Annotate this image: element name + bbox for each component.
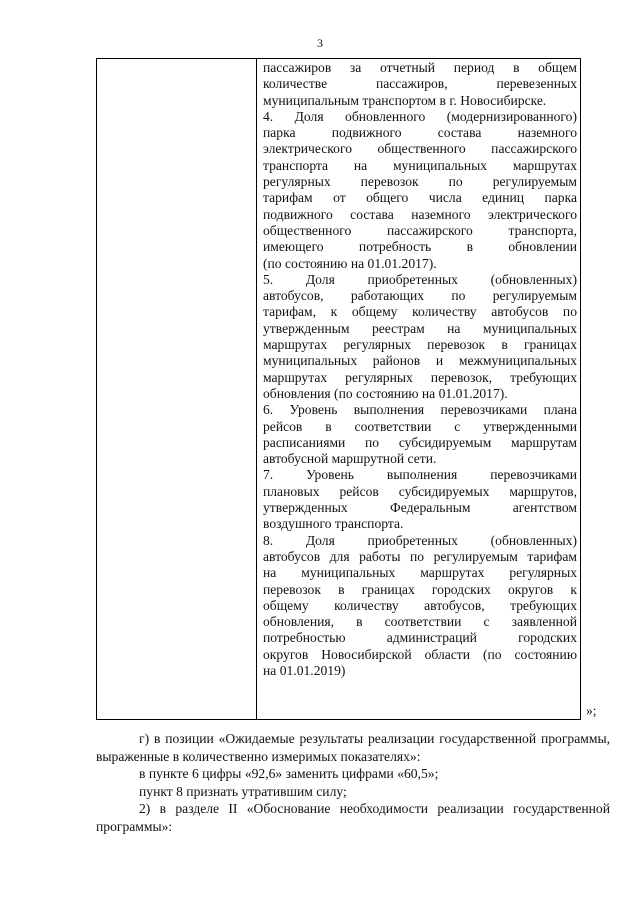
paragraph-g: г) в позиции «Ожидаемые результаты реализации государственной программы, выраженные в количественно измеримых показателях»:	[96, 731, 610, 764]
table-text-line: обновления (по состоянию на 01.01.2017).	[263, 385, 508, 401]
table-text-line: пассажиров за отчетный период в общем	[263, 60, 577, 75]
paragraph-point-6: в пункте 6 цифры «92,6» заменить цифрами «60,5»;	[139, 766, 439, 782]
table-text-line: автобусной маршрутной сети.	[263, 451, 437, 467]
table-text-line: 4. Доля обновленного (модернизированного)	[263, 108, 577, 124]
table-text-line: муниципальных районов и межмуниципальных	[263, 353, 577, 369]
table-text-line: 5. Доля приобретенных (обновленных)	[263, 271, 577, 287]
indicators-table	[96, 58, 581, 720]
table-text-line: транспорта на муниципальных маршрутах	[263, 157, 577, 173]
table-text-line: расписаниями по субсидируемым маршрутам	[263, 434, 577, 450]
table-text-line: плановых рейсов субсидируемых маршрутов,	[263, 483, 577, 499]
table-text-line: (по состоянию на 01.01.2017).	[263, 255, 437, 271]
table-text-line: автобусов для работы по регулируемым тарифам	[263, 548, 577, 564]
table-left-cell	[97, 59, 257, 719]
table-text-line: воздушного транспорта.	[263, 516, 404, 532]
table-text-line: имеющего потребность в обновлении	[263, 239, 577, 255]
table-text-line: утвержденных Федеральным агентством	[263, 500, 577, 516]
table-text-line: утвержденным реестрам на муниципальных	[263, 320, 577, 336]
page-number: 3	[317, 36, 323, 50]
table-text-line: на муниципальных маршрутах регулярных	[263, 565, 577, 581]
table-text-line: тарифам, к общему количеству автобусов по	[263, 304, 577, 320]
table-text-line: перевозок в границах городских округов к	[263, 581, 577, 597]
table-right-cell	[257, 59, 580, 719]
table-text-line: подвижного состава наземного электрического	[263, 206, 577, 222]
table-text-line: рейсов в соответствии с утвержденными	[263, 418, 577, 434]
table-text-line: общественного пассажирского транспорта,	[263, 222, 577, 238]
paragraph-point-8: пункт 8 признать утратившим силу;	[139, 783, 347, 799]
table-text-line: тарифам от общего числа единиц парка	[263, 190, 577, 206]
amendment-text	[96, 730, 610, 836]
table-text-line: общему количеству автобусов, требующих	[263, 597, 577, 613]
table-text-line: муниципальным транспортом в г. Новосибирске.	[263, 92, 547, 108]
table-text-line: маршрутах регулярных перевозок, требующих	[263, 369, 577, 385]
table-text-line: 8. Доля приобретенных (обновленных)	[263, 532, 577, 548]
table-text-line: маршрутах регулярных перевозок в границах	[263, 337, 577, 353]
table-text-line: автобусов, работающих по регулируемым	[263, 288, 577, 304]
table-text-line: округов Новосибирской области (по состоянию	[263, 646, 577, 662]
table-text-line: 6. Уровень выполнения перевозчиками плана	[263, 402, 577, 418]
table-text-line: регулярных перевозок по регулируемым	[263, 174, 577, 190]
table-text-line: парка подвижного состава наземного	[263, 125, 577, 141]
paragraph-section-2: 2) в разделе II «Обоснование необходимости реализации государственной программы»:	[96, 801, 610, 834]
table-text-line: на 01.01.2019)	[263, 662, 346, 678]
table-text-line: обновления, в соответствии с заявленной	[263, 614, 577, 630]
table-text-line: количестве пассажиров, перевезенных	[263, 76, 577, 92]
table-text-line: электрического общественного пассажирского	[263, 141, 577, 157]
table-text-line: 7. Уровень выполнения перевозчиками	[263, 467, 577, 483]
closing-quote-mark: »;	[586, 703, 597, 718]
table-text-line: потребностью администраций городских	[263, 630, 577, 646]
